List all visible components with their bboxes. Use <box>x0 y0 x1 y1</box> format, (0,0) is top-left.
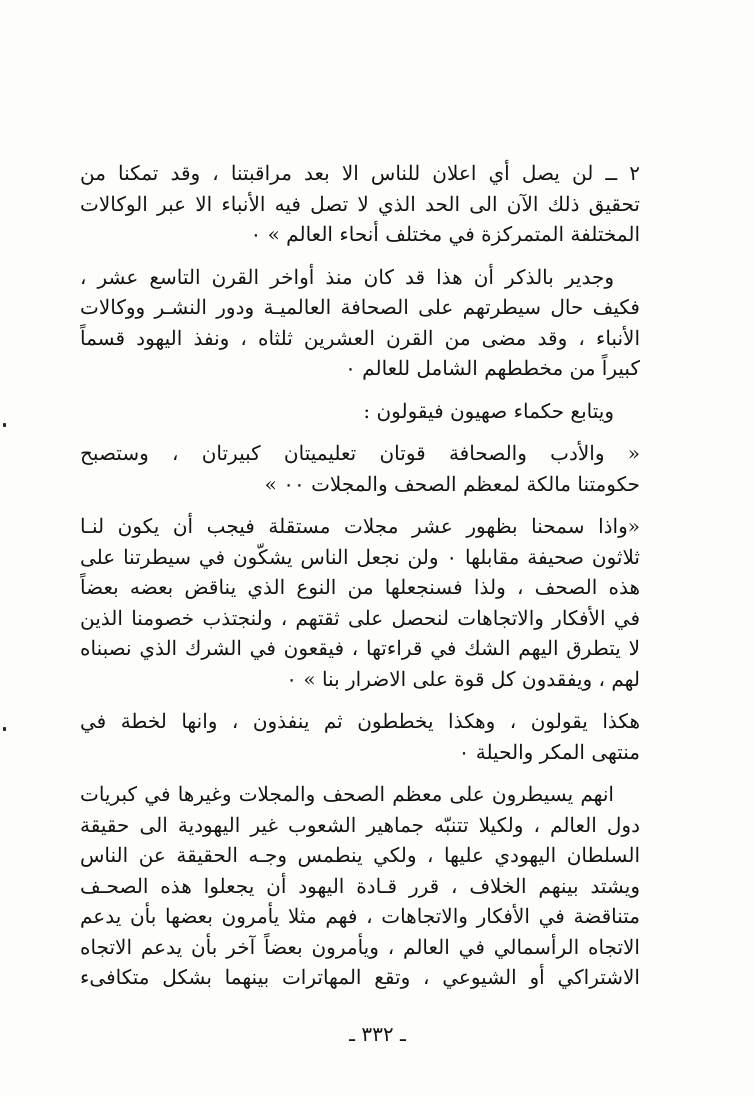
text-line: منتهى المكر والحيلة ٠ <box>458 739 640 764</box>
text-line: لهم ، ويفقدون كل قوة على الاضرار بنا » ٠ <box>286 666 640 691</box>
text-line: ويشتد بينهم الخلاف ، قرر قـادة اليهود أن يجعلوا هذه الصحـف <box>80 873 640 898</box>
page-number: ـ ٣٣٢ ـ <box>349 1022 406 1046</box>
text-line: المختلفة المتمركزة في مختلف أنحاء العالم » ٠ <box>250 222 640 246</box>
text-line: متناقضة في الأفكار والاتجاهات ، فهم مثلا يأمرون بعضها بأن يدعم <box>80 904 640 928</box>
text-line: الاتجاه الرأسمالي في العالم ، ويأمرون بعضاً آخر بأن يدعم الاتجاه <box>80 934 640 959</box>
text-line: هكذا يقولون ، وهكذا يخططون ثم ينفذون ، وانها لخطة في <box>80 709 640 733</box>
text-line: ثلاثون صحيفة مقابلها ٠ ولن نجعل الناس يشكّون في سيطرتنا على <box>80 544 640 569</box>
paragraph-5 <box>80 779 640 993</box>
paragraph-4 <box>80 706 640 767</box>
text-line: السلطان اليهودي عليها ، ولكي ينطمس وجـه الحقيقة عن الناس <box>80 843 640 867</box>
text-line: في الأفكار والاتجاهات لنحصل على ثقتهم ، ولنجتذب خصومنا الذين <box>80 605 640 630</box>
text-line: هذه الصحف ، ولذا فسنجعلها من النوع الذي يناقض بعضه بعضاً <box>80 575 640 599</box>
margin-mark <box>3 423 6 427</box>
margin-mark <box>3 727 6 731</box>
text-line: الأنباء ، وقد مضى من القرن العشرين ثلثاه ، ونفذ اليهود قسماً <box>80 325 640 350</box>
text-line: الاشتراكي أو الشيوعي ، وتقع المهاترات بينهما بشكل متكافىء <box>80 965 640 989</box>
text-line: كبيراً من مخططهم الشامل للعالم ٠ <box>345 356 640 380</box>
text-line: « والأدب والصحافة قوتان تعليميتان كبيرتان ، وستصبح <box>80 441 640 465</box>
text-line: تحقيق ذلك الآن الى الحد الذي لا تصل فيه الأنباء الا عبر الوكالات <box>80 191 640 216</box>
page-body <box>80 158 640 1005</box>
paragraph-3 <box>80 396 640 427</box>
text-line: فكيف حال سيطرتهم على الصحافة العالميـة ودور النشـر ووكالات <box>80 295 640 319</box>
text-line: حكومتنا مالكة لمعظم الصحف والمجلات ٠٠ » <box>264 471 640 496</box>
text-line: لا يتطرق اليهم الشك في قراءتها ، فيقعون في الشرك الذي نصبناه <box>80 636 640 660</box>
text-line: ٢ ــ لن يصل أي اعلان للناس الا بعد مراقبتنا ، وقد تمكنا من <box>80 161 640 185</box>
text-line: دول العالم ، ولكيلا تتنبّه جماهير الشعوب غير اليهودية الى حقيقة <box>80 812 640 837</box>
text-line: انهم يسيطرون على معظم الصحف والمجلات وغيرها في كبريات <box>80 782 614 806</box>
text-line: وجدير بالذكر أن هذا قد كان منذ أواخر القرن التاسع عشر ، <box>80 264 614 289</box>
paragraph-1 <box>80 158 640 250</box>
paragraph-2 <box>80 262 640 384</box>
quote-1 <box>80 438 640 499</box>
text-line: ويتابع حكماء صهيون فيقولون : <box>363 398 614 423</box>
text-line: «واذا سمحنا بظهور عشر مجلات مستقلة فيجب أن يكون لنـا <box>80 514 640 538</box>
quote-2 <box>80 511 640 694</box>
